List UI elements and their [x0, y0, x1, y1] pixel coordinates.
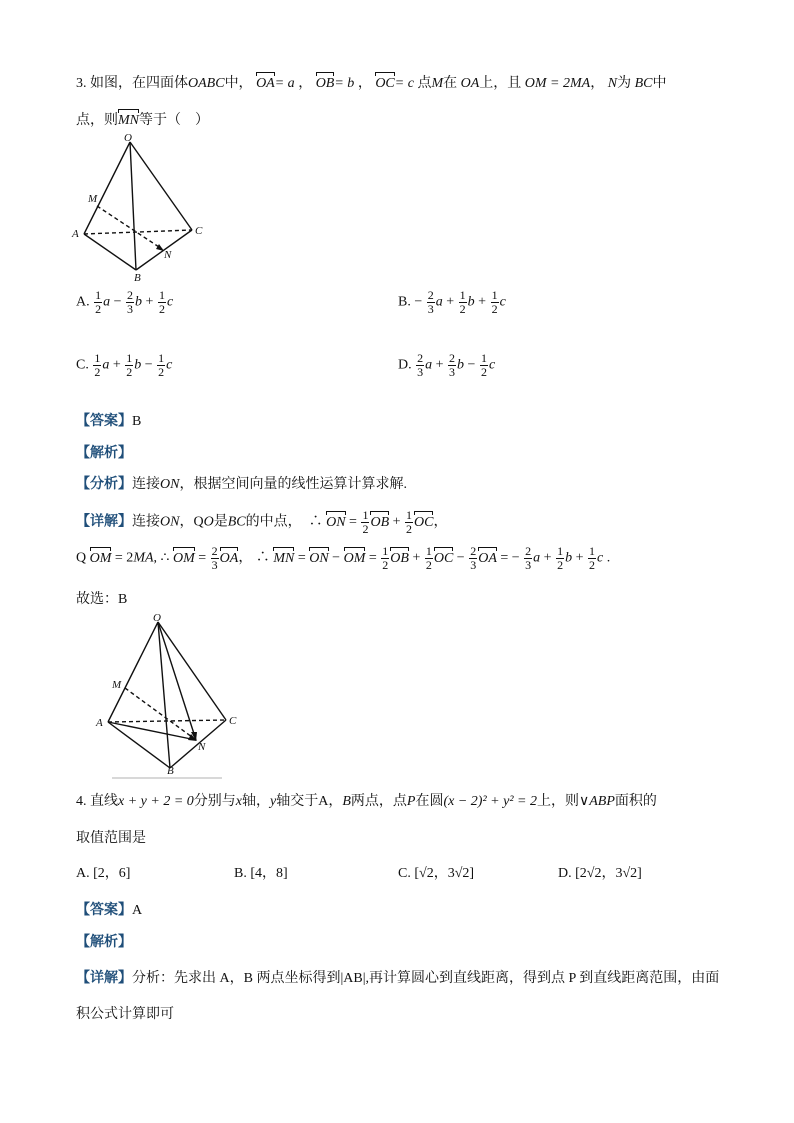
option-label: B.: [398, 294, 411, 310]
q4-stem-line1: [76, 790, 657, 810]
q4-number: 4.: [76, 794, 87, 809]
q3-stem-text: 为: [617, 76, 632, 91]
fraction: $\frac{1}{2}$: [94, 351, 101, 379]
q3-answer: [76, 410, 141, 430]
fraction: $\frac{1}{2}$: [158, 351, 165, 379]
q3-stem-text: 点，则: [76, 113, 118, 128]
q4-option-b[interactable]: [234, 862, 288, 882]
q4-option-a[interactable]: [76, 862, 130, 882]
q4-stem-text: ，: [328, 794, 343, 809]
fraction: $\frac{1}{2}$: [480, 351, 487, 379]
fenxi-text: ，根据空间向量的线性运算计算求解.: [179, 477, 407, 492]
fraction: $\frac{1}{2}$: [95, 288, 102, 316]
q3-stem-text: 等于（ ）: [139, 113, 209, 128]
q3-fenxi: [76, 473, 407, 493]
answer-tag: 【答案】: [76, 412, 132, 428]
q4-option-c[interactable]: [398, 862, 474, 882]
option-text: [√2，3√2]: [414, 866, 475, 881]
q3-number: 3.: [76, 76, 87, 91]
vector-ob: OB: [315, 76, 335, 91]
q4-option-d[interactable]: [558, 862, 642, 882]
q4-stem-line2: 取值范围是: [76, 831, 146, 846]
answer-value: A: [132, 903, 143, 918]
q3-stem-line1: 3. 如图，在四面体OABC中， OA= a ， OB= b ， OC= c 点M在 OA上，且 OM = 2MA， N为 BC中: [76, 76, 667, 91]
option-text: [2√2，3√2]: [575, 866, 642, 881]
option-label: A.: [76, 294, 90, 310]
fraction: $\frac{2}{3}$: [427, 288, 434, 316]
tetrahedron-figure-2: [92, 612, 252, 782]
q4-line-eq: x + y + 2 = 0: [118, 794, 194, 809]
analysis-tag: 【解析】: [76, 444, 132, 460]
fraction: $\frac{2}{3}$: [417, 351, 424, 379]
option-label: A.: [76, 866, 90, 881]
xiangjie-text: 的中点，: [245, 514, 302, 530]
q3-stem-text: 上，且: [479, 76, 522, 91]
label-c: C: [229, 715, 237, 727]
label-n: N: [198, 741, 206, 753]
label-a: A: [72, 228, 79, 240]
q3-option-d[interactable]: D. $\frac{2}{3}$ a + $\frac{2}{3}$ b − $\frac{1}{2}$ c: [398, 351, 496, 379]
q3-stem-text: 在: [443, 76, 458, 91]
q3-option-b[interactable]: B. − $\frac{2}{3}$ a + $\frac{1}{2}$ b + $\frac{1}{2}$ c: [398, 288, 506, 316]
label-b: B: [167, 765, 174, 777]
q4-answer: [76, 899, 142, 919]
label-o: O: [153, 612, 161, 624]
q3-point-n: N: [607, 76, 618, 91]
vector-mn: MN: [118, 113, 139, 128]
q3-stem-text: 中，: [224, 76, 253, 91]
q3-eq-c: = c: [394, 76, 414, 91]
label-n: N: [164, 249, 172, 261]
fraction: $\frac{1}{2}$: [126, 351, 133, 379]
option-label: D.: [558, 866, 572, 881]
xiangjie-text: 是: [213, 514, 228, 530]
answer-value: B: [132, 414, 142, 429]
q3-stem-line2: [76, 109, 209, 129]
q4-triangle: ∨ABP: [578, 794, 615, 809]
q3-relation: OM = 2MA: [524, 76, 591, 91]
q3-stem-text: ，: [590, 76, 605, 91]
xiangjie-text: 分析：先求出 A，B 两点坐标得到: [132, 971, 341, 986]
xiangjie-o: O: [203, 514, 214, 530]
label-m: M: [88, 193, 98, 205]
xiangjie-tag: 【详解】: [76, 969, 132, 985]
q4-xiangjie-line1: [76, 967, 719, 987]
xiangjie-ab: |AB|: [340, 971, 366, 986]
q4-stem-text: 轴，: [242, 794, 270, 809]
q4-xiangjie-line2: 积公式计算即可: [76, 1007, 174, 1022]
option-label: C.: [398, 866, 411, 881]
vector-oa: OA: [256, 76, 275, 91]
option-text: [4，8]: [250, 866, 288, 881]
q4-stem-text: 上，则: [536, 794, 579, 809]
q4-pt-b: B: [342, 794, 351, 809]
option-label: D.: [398, 357, 412, 373]
xiangjie-tag: 【详解】: [76, 512, 132, 529]
vector-oc: OC: [375, 76, 395, 91]
option-text: [2，6]: [93, 866, 131, 881]
fenxi-text: 连接: [132, 477, 160, 492]
q4-pt-a: A: [318, 794, 329, 809]
q4-y-axis: y: [270, 794, 277, 809]
tetrahedron-figure-1: [68, 132, 218, 282]
q4-analysis-header: [76, 931, 132, 951]
xiangjie-bc: BC: [227, 514, 246, 530]
q4-stem-text: 两点，点: [350, 794, 407, 809]
q3-point-m: M: [431, 76, 444, 91]
fraction: $\frac{2}{3}$: [127, 288, 134, 316]
q3-eq-b: = b: [334, 76, 355, 91]
q3-stem-text: 点: [417, 76, 432, 91]
q4-stem-text: 轴交于: [276, 794, 319, 809]
xiangjie-text: 连接: [132, 514, 160, 530]
q3-solid: OABC: [188, 76, 225, 91]
q3-analysis-header: [76, 442, 132, 462]
q3-option-a[interactable]: A. $\frac{1}{2}$ a − $\frac{2}{3}$ b + $\frac{1}{2}$ c: [76, 288, 174, 316]
q3-seg-bc: BC: [634, 76, 653, 91]
q3-xiangjie-line2: Q OM = 2MA, ∴ OM = $\frac{2}{3}$ OA， ∴ MN = ON − OM = $\frac{1}{2}$ OB + $\frac{1}{2}$ OC − $\frac{2}{3}$ OA = − $\frac{2}{3}$ a + $\frac{1}{2}$ b + $\frac{1}{2}$ c .: [76, 544, 611, 572]
fraction: $\frac{1}{2}$: [491, 288, 498, 316]
fraction: $\frac{2}{3}$: [449, 351, 456, 379]
q3-xiangjie-line1: 【详解】连接ON，QO是BC的中点， ∴ ON = $\frac{1}{2}$ OB + $\frac{1}{2}$ OC，: [76, 508, 448, 536]
q3-choice-line: 故选：B: [76, 592, 128, 607]
option-label: B.: [234, 866, 247, 881]
answer-tag: 【答案】: [76, 901, 132, 917]
xiangjie-text: ,再计算圆心到直线距离，得到点 P 到直线距离范围，由面: [365, 971, 720, 986]
fenxi-on: ON: [160, 477, 180, 492]
option-label: C.: [76, 357, 89, 373]
q4-x-axis: x: [235, 794, 242, 809]
q3-seg-oa: OA: [460, 76, 480, 91]
fraction: $\frac{1}{2}$: [158, 288, 165, 316]
q4-pt-p: P: [406, 794, 416, 809]
fraction: $\frac{1}{2}$: [459, 288, 466, 316]
q3-stem-text: 中: [652, 76, 667, 91]
q3-eq-a: = a: [274, 76, 295, 91]
label-b: B: [134, 272, 141, 282]
q3-option-c[interactable]: C. $\frac{1}{2}$ a + $\frac{1}{2}$ b − $\frac{1}{2}$ c: [76, 351, 173, 379]
q4-circle-eq: (x − 2)² + y² = 2: [443, 794, 537, 809]
xiangjie-on: ON: [160, 514, 180, 530]
analysis-tag: 【解析】: [76, 933, 132, 949]
label-o: O: [124, 132, 132, 144]
q3-stem-text: 如图，在四面体: [90, 76, 188, 91]
xiangjie-q: Q: [193, 514, 204, 530]
xiangjie-text: ，: [179, 514, 194, 530]
label-c: C: [195, 225, 203, 237]
q4-stem-text: 在圆: [415, 794, 444, 809]
label-m: M: [112, 679, 122, 691]
q4-stem-text: 面积的: [614, 794, 657, 809]
q4-stem-text: 直线: [90, 794, 118, 809]
fenxi-tag: 【分析】: [76, 475, 132, 491]
q4-stem-text: 分别与: [193, 794, 236, 809]
label-a: A: [96, 717, 103, 729]
